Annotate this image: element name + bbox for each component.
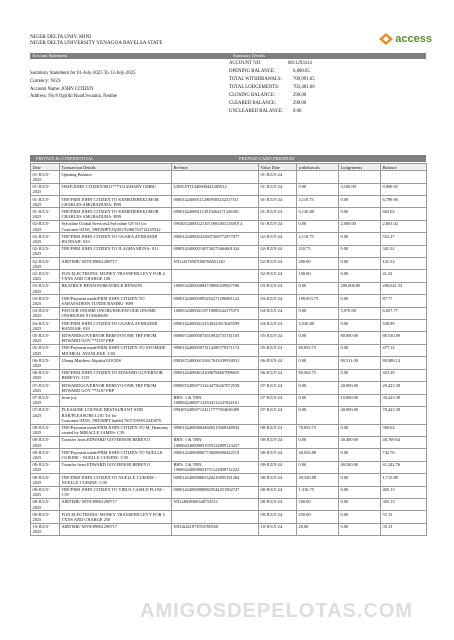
cell-balance <box>381 171 427 183</box>
cell-withdrawals: 199,953.75 <box>297 295 339 307</box>
col-lodgements-header: Lodgements <box>339 164 381 171</box>
col-withdrawals-header: withdrawals <box>297 164 339 171</box>
cell-reference: RRN: 1 & TRN: 100004240008054751122808712222 <box>172 461 259 473</box>
cell-details: AIRTIME/ MTN/09061298717 <box>60 498 172 510</box>
cell-withdrawals: 6,126.88 <box>297 208 339 220</box>
cell-value-date: 09-JULY-24 <box>259 511 297 523</box>
cell-date: 06-JULY-2025 <box>31 369 60 381</box>
cell-reference: RRN: 1 & TRN: 100004240008051959122809123257 <box>172 436 259 448</box>
cell-withdrawals: 0.00 <box>297 220 339 232</box>
table-row <box>31 511 427 523</box>
cell-reference: 090267240006135617041039918031 <box>172 357 259 369</box>
cell-withdrawals: 0.00 <box>297 436 339 448</box>
cell-details: TRF/FRM JOHN CITIZEN TO OGARA AYEBAEMI HANNAH- 033 <box>60 320 172 332</box>
cell-date: 04-JULY-2025 <box>31 307 60 319</box>
cell-details: PLEASURE LOUNGE RESTAURANT AND BAR/PLEASURE LOU Trf for Customer/AT68_TRF2MPT1nahh176573169912345876 <box>60 406 172 424</box>
address: Address: No 8 Ogiriki Road Iwoama, Nembe <box>30 94 117 99</box>
cell-details: Ubong Matthew Akpaka/GOODS <box>60 357 172 369</box>
cell-value-date: 08-JULY-24 <box>259 461 297 473</box>
cell-lodgements: 0.00 <box>339 523 381 535</box>
cell-date: 09-JULY-2025 <box>31 511 60 523</box>
cell-value-date: 07-JULY-24 <box>259 394 297 406</box>
table-row <box>31 258 427 270</box>
cell-reference: 000014240001112919262271226381 <box>172 208 259 220</box>
cell-date: 08-JULY-2025 <box>31 449 60 461</box>
cell-lodgements: 0.00 <box>339 233 381 245</box>
cell-withdrawals: 100.00 <box>297 498 339 510</box>
access-logo <box>379 33 432 45</box>
cell-lodgements: 200,000.00 <box>339 282 381 294</box>
cell-lodgements: 0.00 <box>339 369 381 381</box>
cell-value-date: 07-JULY-24 <box>259 406 297 424</box>
cell-lodgements: 0.00 <box>339 295 381 307</box>
cell-reference: NXG6241873953700920 <box>172 523 259 535</box>
cell-reference: NXG4808360340754511 <box>172 498 259 510</box>
cell-details: from joy <box>60 394 172 406</box>
col-reference-header: Refence <box>172 164 259 171</box>
cell-reference: 000014240001112809585252317511 <box>172 196 259 208</box>
cell-date: 02-JULY-2025 <box>31 233 60 245</box>
cell-reference: 100053240004110718000244175375 <box>172 307 259 319</box>
cell-lodgements: 0.00 <box>339 258 381 270</box>
cell-details: TRF/FRM JOHN CITIZEN TO VIRUS CASH D FLOW - C39 <box>60 486 172 498</box>
cell-withdrawals: 250.00 <box>297 511 339 523</box>
table-row <box>31 282 427 294</box>
cell-withdrawals: 200.00 <box>297 258 339 270</box>
transactions-body <box>31 171 427 536</box>
opening-balance-row: OPENING BALANCE: 6,800.65 <box>229 69 310 74</box>
cell-date: 08-JULY-2025 <box>31 474 60 486</box>
table-row <box>31 183 427 195</box>
cell-balance: 477.14 <box>381 344 427 356</box>
col-balance-header: Balance <box>381 164 427 171</box>
cell-reference: USDLFTI1440000423385912 <box>172 183 259 195</box>
cell-balance: 369.64 <box>381 424 427 436</box>
cell-value-date: 06-JULY-24 <box>259 369 297 381</box>
cell-value-date: 07-JULY-24 <box>259 382 297 394</box>
cell-date: 03-JULY-2025 <box>31 282 60 294</box>
cell-withdrawals: 0.00 <box>297 406 339 424</box>
cell-value-date: 08-JULY-24 <box>259 424 297 436</box>
cell-balance: 35.13 <box>381 523 427 535</box>
cell-balance: 663.02 <box>381 208 427 220</box>
cell-lodgements: 0.00 <box>339 424 381 436</box>
cell-details: FGN ELECTRONIC MONEY TRANSFER LEVY FOR 5 TXNS AND CHARGE 250 <box>60 511 172 523</box>
cell-balance: 6,789.90 <box>381 196 427 208</box>
cell-withdrawals: 100.00 <box>297 270 339 282</box>
cell-details: TRF/FRM JOHN CITIZEN TO KEMEDEREKUMOR CHARLES AMGBADUBA- B99 <box>60 196 172 208</box>
bank-header-line-1: NIGER DELTA UNIV. MINI <box>30 34 91 40</box>
cell-value-date: 03-JULY-24 <box>259 282 297 294</box>
cell-details: EDWARDGOVERNOR BEREYO/ONB TRF FROM EDWARD GOV **3107 FBP <box>60 332 172 344</box>
table-row <box>31 449 427 461</box>
cleared-balance-row: CLEARED BALANCE: 290.00 <box>229 101 307 106</box>
cell-date: 02-JULY-2025 <box>31 258 60 270</box>
access-bank-diamond-icon <box>379 33 393 45</box>
cell-withdrawals: 80,564.75 <box>297 369 339 381</box>
cell-date: 08-JULY-2025 <box>31 436 60 448</box>
cell-reference: 000014240002140736273464601324 <box>172 245 259 257</box>
cell-details: AIRTIME/ MTN/09061298717 <box>60 258 172 270</box>
cell-value-date: 08-JULY-24 <box>259 436 297 448</box>
cell-lodgements: 0.00 <box>339 270 381 282</box>
table-row <box>31 270 427 282</box>
cell-details: Transfer from EDWARD GOVERNOR BEREYO <box>60 436 172 448</box>
cell-reference <box>172 270 259 282</box>
cell-reference: 000014240005073114296779371174 <box>172 344 259 356</box>
cell-value-date: 02-JULY-24 <box>259 270 297 282</box>
cell-date: 02-JULY-2025 <box>31 220 60 232</box>
cell-withdrawals: 0.00 <box>297 382 339 394</box>
cell-details: TRF/FRM JOHN CITIZEN TO KEMEDEREKUMOR CHARLES AMGBADUBA- B99 <box>60 208 172 220</box>
cell-balance: 305.13 <box>381 498 427 510</box>
table-row <box>31 233 427 245</box>
cell-lodgements: 80,000.00 <box>339 332 381 344</box>
cell-value-date: 04-JULY-24 <box>259 307 297 319</box>
account-statement-bar <box>30 53 426 59</box>
cell-balance: 530.89 <box>381 320 427 332</box>
cell-value-date: 08-JULY-24 <box>259 474 297 486</box>
cell-balance: 742.76 <box>381 449 427 461</box>
cell-value-date: 01-JULY-24 <box>259 171 297 183</box>
cell-reference: 000014240002225607269772977077 <box>172 233 259 245</box>
table-row <box>31 295 427 307</box>
cell-balance: 423.39 <box>381 369 427 381</box>
prepaid-card-label: PREPAID CARD PREMIUM <box>239 155 295 161</box>
cell-value-date: 02-JULY-24 <box>259 245 297 257</box>
cell-balance: 80,988.14 <box>381 357 427 369</box>
cell-withdrawals: 0.00 <box>297 461 339 473</box>
cell-reference: 000014240008063320219095191304 <box>172 474 259 486</box>
cell-withdrawals: 80,053.75 <box>297 344 339 356</box>
cell-details: TRF/FRM JOHN CITIZEN TO OGARA AYEBAEMI HANNAH- 033 <box>60 233 172 245</box>
table-row <box>31 382 427 394</box>
cell-lodgements: 0.00 <box>339 449 381 461</box>
cell-reference <box>172 171 259 183</box>
cell-value-date: 10-JULY-24 <box>259 523 297 535</box>
col-value-date-header: Value Date <box>259 164 297 171</box>
cell-details: TRF/Payment made/FRM JOHN CITIZEN TO M_Harmony owned by MIRACLE JAMES- C39 <box>60 424 172 436</box>
cell-balance: 20,423.39 <box>381 382 427 394</box>
cell-date: 08-JULY-2025 <box>31 486 60 498</box>
cell-reference: 100053240003084739000239847186 <box>172 282 259 294</box>
cell-details: TRF/FRM JOHN CITIZEN TO ILAGHA MUNA- 011 <box>60 245 172 257</box>
cell-lodgements: 0.00 <box>339 196 381 208</box>
account-name: Account Name: JOHN CITIZEN <box>30 87 94 92</box>
total-withdrawals-row: TOTAL WITHDRAWALS: 709,991.65 <box>229 77 315 82</box>
cell-value-date: 08-JULY-24 <box>259 486 297 498</box>
table-row <box>31 436 427 448</box>
table-row <box>31 474 427 486</box>
cell-withdrawals: 0.00 <box>297 332 339 344</box>
cell-date: 08-JULY-2025 <box>31 498 60 510</box>
cell-withdrawals: 70,053.75 <box>297 424 339 436</box>
bank-header-line-2: NIGER DELTA UNIVERSITY YENAGOA BAYELSA STATE <box>30 40 163 46</box>
cell-date: 01-JULY-2025 <box>31 196 60 208</box>
cell-date: 05-JULY-2025 <box>31 344 60 356</box>
cell-balance: 2,663.02 <box>381 220 427 232</box>
cell-balance: 9,900.65 <box>381 183 427 195</box>
private-confidential-label: PRIVATE & CONFIDENTIAL <box>36 155 94 161</box>
cell-balance: 87.77 <box>381 295 427 307</box>
cell-reference: 000014240008044600215068348934 <box>172 424 259 436</box>
cell-date: 01-JULY-2025 <box>31 183 60 195</box>
cell-reference: 090405240002211015905401133810 4 <box>172 220 259 232</box>
cell-details: AIRTIME/ MTN/09061298717 <box>60 523 172 535</box>
closing-balance-row: CLOSING BALANCE: 290.00 <box>229 93 307 98</box>
uncleared-balance-row: UNCLEARED BALANCE: 0.00 <box>229 109 302 114</box>
table-row <box>31 394 427 406</box>
cell-lodgements: 0.00 <box>339 320 381 332</box>
cell-date: 07-JULY-2025 <box>31 382 60 394</box>
cell-withdrawals: 1,310.75 <box>297 486 339 498</box>
cell-value-date: 03-JULY-24 <box>259 295 297 307</box>
cell-details: Sylvaline Global Services2/Sylvaline G8 Trf for Customer/AT68_TRF2MPT25j00176386733712235532 <box>60 220 172 232</box>
table-row <box>31 344 427 356</box>
col-details-header: Transaction Details <box>60 164 172 171</box>
cell-reference: 000014240006141006784667096655 <box>172 369 259 381</box>
cell-date: 07-JULY-2025 <box>31 394 60 406</box>
cell-details: Opening Balance <box>60 171 172 183</box>
table-row <box>31 220 427 232</box>
cell-value-date: 01-JULY-24 <box>259 183 297 195</box>
cell-date: 06-JULY-2025 <box>31 357 60 369</box>
cell-withdrawals: 20.00 <box>297 523 339 535</box>
cell-date: 10-JULY-2025 <box>31 523 60 535</box>
cell-date: 01-JULY-2025 <box>31 171 60 183</box>
cell-withdrawals: 0.00 <box>297 307 339 319</box>
table-row <box>31 245 427 257</box>
table-header-row <box>31 164 427 171</box>
private-confidential-bar <box>30 155 426 162</box>
cell-date: 02-JULY-2025 <box>31 245 60 257</box>
cell-lodgements: 0.00 <box>339 344 381 356</box>
logo-text: access <box>395 33 432 45</box>
table-row <box>31 498 427 510</box>
cell-details: BEATRICE BENSON/BEATRICE BENSON <box>60 282 172 294</box>
cell-date: 03-JULY-2025 <box>31 295 60 307</box>
watermark-text: AMIGOSDEPELOTAS.COM <box>140 600 414 622</box>
cell-reference: 000014240003095202271296881122 <box>172 295 259 307</box>
cell-date: 07-JULY-2025 <box>31 406 60 424</box>
cell-withdrawals: 40,026.88 <box>297 449 339 461</box>
cell-details: TRF/Payment made/FRM JOHN CITIZEN TO NUELLE CUISINE - NUELLE CUISINE- C39 <box>60 449 172 461</box>
cell-balance: 40,769.64 <box>381 436 427 448</box>
table-row <box>31 424 427 436</box>
cell-balance: 341.52 <box>381 245 427 257</box>
cell-details: TRF/Payment made/FRM JOHN CITIZEN TO SARAFADEEN TUNDE BASIRU- B99 <box>60 295 172 307</box>
cell-lodgements: 40,500.00 <box>339 461 381 473</box>
cell-reference <box>172 511 259 523</box>
cell-value-date: 01-JULY-24 <box>259 220 297 232</box>
cell-reference: 090405240007134117777954656389 <box>172 406 259 424</box>
cell-withdrawals: 0.00 <box>297 282 339 294</box>
table-row <box>31 208 427 220</box>
table-row <box>31 369 427 381</box>
cell-balance: 200,041.52 <box>381 282 427 294</box>
cell-balance: 30,423.39 <box>381 394 427 406</box>
table-row <box>31 523 427 535</box>
total-lodgements-row: TOTAL LODGEMENTS: 703,481.00 <box>229 85 315 90</box>
cell-withdrawals: 0.00 <box>297 357 339 369</box>
cell-date: 04-JULY-2025 <box>31 320 60 332</box>
cell-details: EDWARDGOVERNOR BEREYO/ONB TRF FROM EDWARD GOV **3107 FBP <box>60 382 172 394</box>
cell-value-date: 01-JULY-24 <box>259 208 297 220</box>
table-row <box>31 196 427 208</box>
cell-reference: NXG4276507080766651120 <box>172 258 259 270</box>
cell-balance: 6,057.77 <box>381 307 427 319</box>
col-date-header: Date <box>31 164 60 171</box>
cell-balance: 80,530.89 <box>381 332 427 344</box>
cell-lodgements: 40,000.00 <box>339 406 381 424</box>
cell-withdrawals: 2,110.75 <box>297 233 339 245</box>
cell-value-date: 05-JULY-24 <box>259 332 297 344</box>
cell-balance: 141.52 <box>381 258 427 270</box>
cell-lodgements: 20,000.00 <box>339 382 381 394</box>
cell-value-date: 04-JULY-24 <box>259 320 297 332</box>
cell-value-date: 05-JULY-24 <box>259 344 297 356</box>
cell-withdrawals: 39,526.88 <box>297 474 339 486</box>
cell-value-date: 08-JULY-24 <box>259 449 297 461</box>
cell-balance: 405.13 <box>381 486 427 498</box>
account-statement-label: Account Statement <box>32 53 68 58</box>
cell-balance: 1,715.88 <box>381 474 427 486</box>
cell-details: TRSF/JOHN CITIZEN/0811***3314/MARY OMBU <box>60 183 172 195</box>
cell-value-date: 08-JULY-24 <box>259 498 297 510</box>
cell-details: FAVOUR ONOME ONORUESE/FAVOUR ONOME ONORUESE 9139040683 <box>60 307 172 319</box>
cell-date: 08-JULY-2025 <box>31 461 60 473</box>
cell-balance: 55.13 <box>381 511 427 523</box>
cell-reference: 000007240005072610924733741105 <box>172 332 259 344</box>
cell-lodgements: 5,970.00 <box>339 307 381 319</box>
currency: Currency: NGN <box>30 79 61 84</box>
cell-value-date: 01-JULY-24 <box>259 196 297 208</box>
cell-withdrawals: 5,526.88 <box>297 320 339 332</box>
cell-withdrawals: 210.75 <box>297 245 339 257</box>
cell-value-date: 02-JULY-24 <box>259 258 297 270</box>
cell-details: TRF/FRM JOHN CITIZEN TO NUELLE CUISINE - NUELLE CUISINE- C39 <box>60 474 172 486</box>
cell-date: 05-JULY-2025 <box>31 332 60 344</box>
cell-value-date: 02-JULY-24 <box>259 233 297 245</box>
table-row <box>31 357 427 369</box>
cell-details: Transfer from EDWARD GOVERNOR BEREYO <box>60 461 172 473</box>
cell-withdrawals: 0.00 <box>297 394 339 406</box>
cell-reference: RRN: 1 & TRN: 100004240007122934112247024161 <box>172 394 259 406</box>
cell-balance: 41,242.76 <box>381 461 427 473</box>
summary-statement: Summary Statement for 01-July-2025 To 12-July-2025 <box>30 71 136 76</box>
table-row <box>31 171 427 183</box>
cell-reference: 000014240008080825544251902747 <box>172 486 259 498</box>
cell-lodgements: 40,400.00 <box>339 436 381 448</box>
cell-lodgements: 3,100.00 <box>339 183 381 195</box>
transactions-table <box>30 163 427 536</box>
cell-lodgements <box>339 171 381 183</box>
cell-withdrawals: 0.00 <box>297 183 339 195</box>
cell-date: 01-JULY-2025 <box>31 208 60 220</box>
cell-reference: 000014240008067748288690442119 <box>172 449 259 461</box>
table-row <box>31 320 427 332</box>
cell-lodgements: 0.00 <box>339 245 381 257</box>
table-row <box>31 461 427 473</box>
table-row <box>31 406 427 424</box>
cell-details: FGN ELECTRONIC MONEY TRANSFER LEVY FOR 2 TXNS AND CHARGE 100 <box>60 270 172 282</box>
table-row <box>31 307 427 319</box>
cell-lodgements: 0.00 <box>339 208 381 220</box>
account-no-row: ACCOUNT NO: 0811293314 <box>229 61 312 66</box>
cell-lodgements: 0.00 <box>339 498 381 510</box>
cell-balance: 552.27 <box>381 233 427 245</box>
cell-value-date: 06-JULY-24 <box>259 357 297 369</box>
cell-balance: 70,423.39 <box>381 406 427 424</box>
cell-balance: 41.52 <box>381 270 427 282</box>
cell-details: TRF/FRM JOHN CITIZEN TO EDWARD GOVERNOR BEREYO- C03 <box>60 369 172 381</box>
cell-reference: 000007240007132244756267072538 <box>172 382 259 394</box>
cell-lodgements: 80,511.00 <box>339 357 381 369</box>
cell-date: 08-JULY-2025 <box>31 424 60 436</box>
cell-details: TRF/Payment made/FRM JOHN CITIZEN TO AYOMIDE MICHEAL AYANLEKE- C03 <box>60 344 172 356</box>
table-row <box>31 486 427 498</box>
cell-lodgements: 2,000.00 <box>339 220 381 232</box>
summary-details-label: Summary Details <box>233 53 266 58</box>
cell-lodgements: 10,000.00 <box>339 394 381 406</box>
cell-withdrawals <box>297 171 339 183</box>
cell-reference: 000014240004121549223613045599 <box>172 320 259 332</box>
cell-withdrawals: 3,110.75 <box>297 196 339 208</box>
cell-lodgements: 0.00 <box>339 486 381 498</box>
table-row <box>31 332 427 344</box>
cell-date: 02-JULY-2025 <box>31 270 60 282</box>
cell-lodgements: 0.00 <box>339 474 381 486</box>
cell-lodgements: 0.00 <box>339 511 381 523</box>
